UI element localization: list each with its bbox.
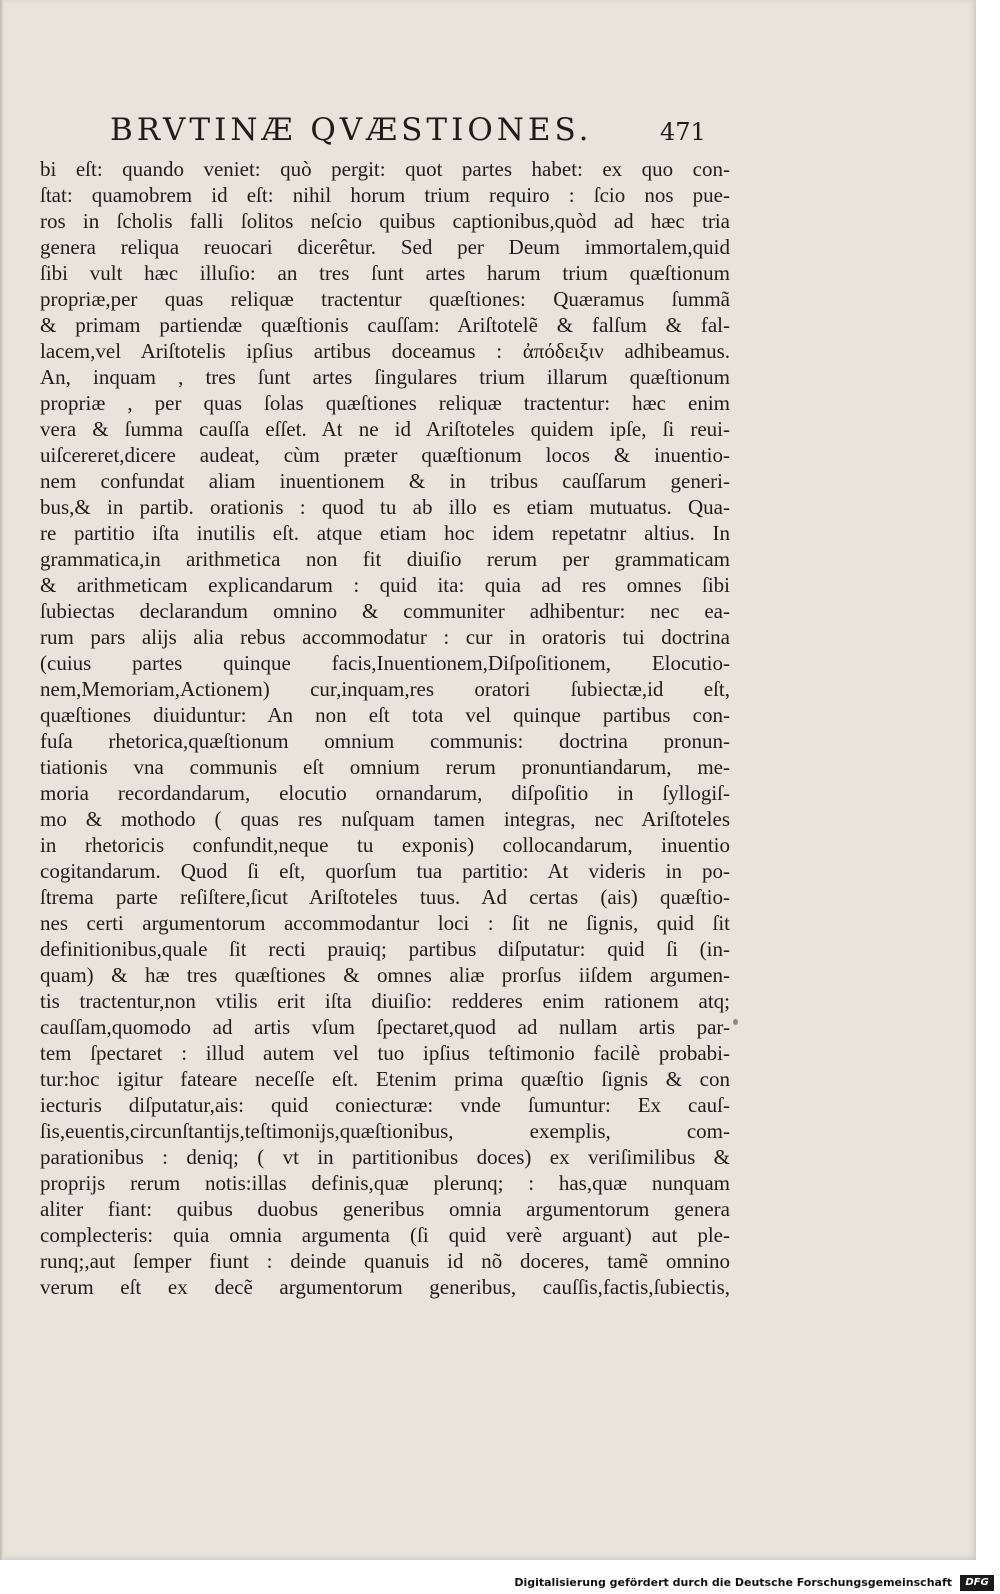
text-line: nes certi argumentorum accommodantur loci : ſit ne ſignis, quid ſit bbox=[40, 911, 730, 935]
text-line: ſubiectas declarandum omnino & communiter adhibentur: nec ea- bbox=[40, 599, 730, 623]
text-line: mo & mothodo ( quas res nuſquam tamen integras, nec Ariſtoteles bbox=[40, 807, 730, 831]
text-line: An, inquam , tres ſunt artes ſingulares trium illarum quæſtionum bbox=[40, 365, 730, 389]
text-line: verum eſt ex decẽ argumentorum generibus, cauſſis,factis,ſubiectis, bbox=[40, 1275, 730, 1299]
text-line: proprijs rerum notis:illas definis,quæ plerunq; : has,quæ nunquam bbox=[40, 1171, 730, 1195]
text-line: & primam partiendæ quæſtionis cauſſam: Ariſtotelẽ & falſum & fal- bbox=[40, 313, 730, 337]
text-line: (cuius partes quinque facis,Inuentionem,Diſpoſitionem, Elocutio- bbox=[40, 651, 730, 675]
text-line: iecturis diſputatur,ais: quid coniecturæ: vnde ſumuntur: Ex cauſ- bbox=[40, 1093, 730, 1117]
text-line: propriæ,per quas reliquæ tractentur quæſtiones: Quæramus ſummã bbox=[40, 287, 730, 311]
body-text bbox=[40, 156, 730, 1336]
text-line: tem ſpectaret : illud autem vel tuo ipſius teſtimonio facilè probabi- bbox=[40, 1041, 730, 1065]
text-line: tis tractentur,non vtilis erit iſta diuiſio: redderes enim rationem atq; bbox=[40, 989, 730, 1013]
text-line: in rhetoricis confundit,neque tu exponis) collocandarum, inuentio bbox=[40, 833, 730, 857]
page-number: 471 bbox=[660, 118, 706, 146]
text-line: moria recordandarum, elocutio ornandarum, diſpoſitio in ſyllogiſ- bbox=[40, 781, 730, 805]
text-line: & arithmeticam explicandarum : quid ita: quia ad res omnes ſibi bbox=[40, 573, 730, 597]
text-line: genera reliqua reuocari dicerêtur. Sed per Deum immortalem,quid bbox=[40, 235, 730, 259]
text-line: ſibi vult hæc illuſio: an tres ſunt artes harum trium quæſtionum bbox=[40, 261, 730, 285]
text-line: runq;,aut ſemper fiunt : deinde quanuis id nõ doceres, tamẽ omnino bbox=[40, 1249, 730, 1273]
text-line: nem,Memoriam,Actionem) cur,inquam,res oratori ſubiectæ,id eſt, bbox=[40, 677, 730, 701]
text-line: aliter fiant: quibus duobus generibus omnia argumentorum genera bbox=[40, 1197, 730, 1221]
text-line: nem confundat aliam inuentionem & in tribus cauſſarum generi- bbox=[40, 469, 730, 493]
dfg-logo-icon: DFG bbox=[960, 1575, 994, 1591]
text-line: quam) & hæ tres quæſtiones & omnes aliæ prorſus iiſdem argumen- bbox=[40, 963, 730, 987]
text-line: uiſcereret,dicere audeat, cùm præter quæſtionum locos & inuentio- bbox=[40, 443, 730, 467]
text-line: tur:hoc igitur fateare neceſſe eſt. Etenim prima quæſtio ſignis & con bbox=[40, 1067, 730, 1091]
text-line: bi eſt: quando veniet: quò pergit: quot partes habet: ex quo con- bbox=[40, 157, 730, 181]
text-line: parationibus : deniq; ( vt in partitionibus doces) ex veriſimilibus & bbox=[40, 1145, 730, 1169]
text-line: rum pars alijs alia rebus accommodatur : cur in oratoris tui doctrina bbox=[40, 625, 730, 649]
text-line: grammatica,in arithmetica non fit diuiſio rerum per grammaticam bbox=[40, 547, 730, 571]
text-line: definitionibus,quale ſit recti prauiq; partibus diſputatur: quid ſi (in- bbox=[40, 937, 730, 961]
ink-spot bbox=[733, 1019, 738, 1025]
text-line: vera & ſumma cauſſa eſſet. At ne id Ariſtoteles quidem ipſe, ſi reui- bbox=[40, 417, 730, 441]
text-line: bus,& in partib. orationis : quod tu ab illo es etiam mutuatus. Qua- bbox=[40, 495, 730, 519]
text-line: quæſtiones diuiduntur: An non eſt tota vel quinque partibus con- bbox=[40, 703, 730, 727]
text-line: cauſſam,quomodo ad artis vſum ſpectaret,quod ad nullam artis par- bbox=[40, 1015, 730, 1039]
text-line: lacem,vel Ariſtotelis ipſius artibus doceamus : ἀπόδειξιν adhibeamus. bbox=[40, 339, 730, 363]
text-line: re partitio iſta inutilis eſt. atque etiam hoc idem repetatnr altius. In bbox=[40, 521, 730, 545]
text-line: propriæ , per quas ſolas quæſtiones reliquæ tractentur: hæc enim bbox=[40, 391, 730, 415]
text-line: complecteris: quia omnia argumenta (ſi quid verè arguant) aut ple- bbox=[40, 1223, 730, 1247]
text-line: ſtrema parte reſiſtere,ſicut Ariſtoteles tuus. Ad certas (ais) quæſtio- bbox=[40, 885, 730, 909]
footer-bar bbox=[0, 1574, 1000, 1594]
funding-credit: Digitalisierung gefördert durch die Deutsche Forschungsgemeinschaft bbox=[514, 1576, 952, 1589]
text-line: ſtat: quamobrem id eſt: nihil horum trium requiro : ſcio nos pue- bbox=[40, 183, 730, 207]
text-line: ſis,euentis,circunſtantijs,teſtimonijs,quæſtionibus, exemplis, com- bbox=[40, 1119, 730, 1143]
page-gutter-shadow bbox=[0, 0, 4, 1560]
text-line: tiationis vna communis eſt omnium rerum pronuntiandarum, me- bbox=[40, 755, 730, 779]
text-line: cogitandarum. Quod ſi eſt, quorſum tua partitio: At videris in po- bbox=[40, 859, 730, 883]
running-head: BRVTINÆ QVÆSTIONES. bbox=[110, 112, 593, 148]
text-line: ros in ſcholis falli ſolitos neſcio quibus captionibus,quòd ad hæc tria bbox=[40, 209, 730, 233]
text-line: fuſa rhetorica,quæſtionum omnium communis: doctrina pronun- bbox=[40, 729, 730, 753]
